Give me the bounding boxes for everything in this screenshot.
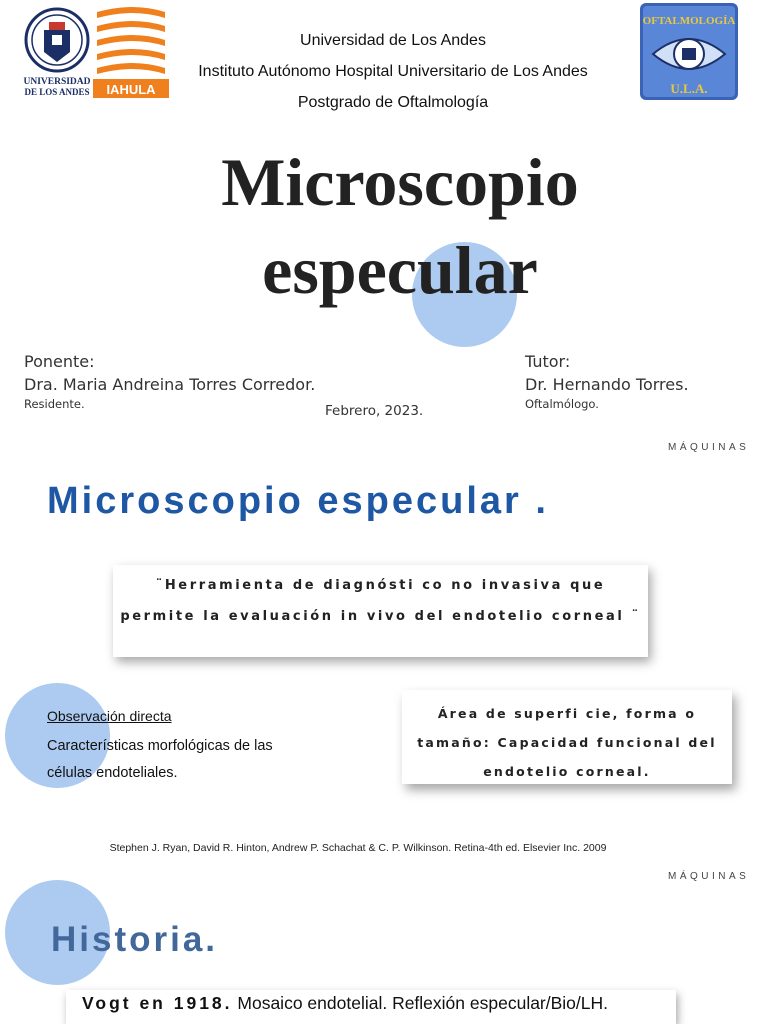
definition-quote-box: [113, 565, 648, 657]
tutor-role: Oftalmólogo.: [525, 397, 599, 411]
svg-text:UNIVERSIDAD: UNIVERSIDAD: [23, 77, 91, 87]
institution-line-1: Universidad de Los Andes: [300, 32, 486, 49]
svg-text:OFTALMOLOGÍA: OFTALMOLOGÍA: [642, 15, 736, 27]
section-tag: MÁQUINAS: [668, 442, 750, 453]
iahula-logo: [93, 4, 169, 98]
history-item: [66, 990, 676, 1014]
svg-text:IAHULA: IAHULA: [106, 82, 156, 97]
section-tag: MÁQUINAS: [668, 871, 750, 882]
institution-line-2: Instituto Autónomo Hospital Universitario de Los Andes: [198, 63, 588, 80]
slide-title-line-1: Microscopio: [221, 144, 579, 220]
history-item-text: Mosaico endotelial. Reflexión especular/Bio/LH.: [232, 993, 609, 1013]
definition-quote: ¨Herramienta de diagnósti co no invasiva que permite la evaluación in vivo del endotelio corneal ¨: [120, 578, 641, 624]
area-note-box: [402, 690, 732, 784]
slide-3-title: Historia.: [51, 920, 219, 959]
ponente-label: Ponente:: [24, 352, 95, 371]
slide-2-title: Microscopio especular .: [47, 480, 549, 522]
tutor-label: Tutor:: [525, 352, 571, 371]
ponente-role: Residente.: [24, 397, 85, 411]
tutor-name: Dr. Hernando Torres.: [525, 375, 689, 394]
institution-line-3: Postgrado de Oftalmología: [297, 94, 489, 111]
reference-citation: Stephen J. Ryan, David R. Hinton, Andrew P. Schachat & C. P. Wilkinson. Retina-4th ed. Elsevier Inc. 2009: [109, 842, 607, 854]
history-item-year: Vogt en 1918.: [82, 993, 233, 1013]
svg-text:U.L.A.: U.L.A.: [670, 81, 708, 96]
observation-link[interactable]: Observación directa: [47, 708, 172, 724]
observation-text: Características morfológicas de las células endoteliales.: [47, 738, 273, 781]
history-item-box: [66, 990, 676, 1024]
area-note: Área de superfi cie, forma o tamaño: Capacidad funcional del endotelio corneal.: [417, 706, 717, 779]
svg-text:DE LOS ANDES: DE LOS ANDES: [24, 87, 90, 97]
ponente-name: Dra. Maria Andreina Torres Corredor.: [24, 375, 316, 394]
presentation-date: Febrero, 2023.: [325, 403, 424, 419]
ula-logo: [22, 4, 92, 98]
slide-title-line-2: especular: [262, 232, 538, 308]
oftalmologia-logo: [639, 2, 739, 101]
